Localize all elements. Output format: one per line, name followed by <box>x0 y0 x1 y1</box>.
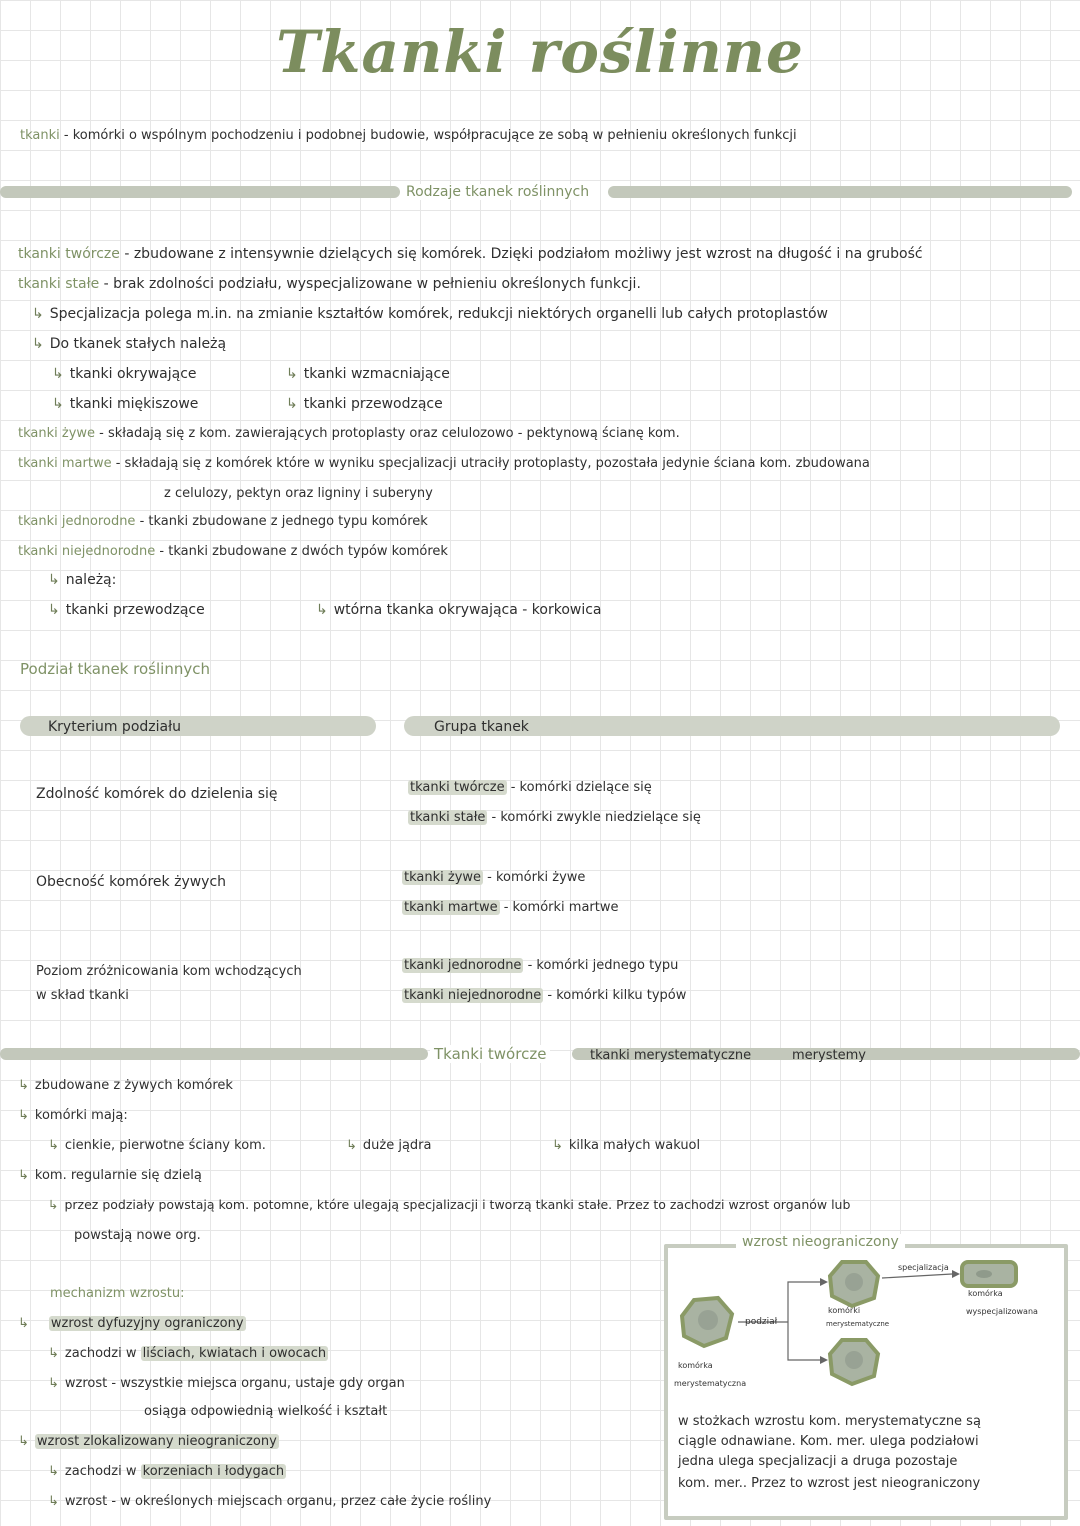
okrywajace-text: tkanki okrywające <box>69 366 197 382</box>
cell-division-diagram <box>668 1256 1056 1406</box>
arrow-icon: ↳ <box>18 1316 29 1331</box>
martwe-cont: z celulozy, pektyn oraz ligniny i suberyny <box>164 486 433 501</box>
term-niejednorodne: tkanki niejednorodne <box>18 544 156 559</box>
miekiszowe-text: tkanki miękiszowe <box>69 396 199 412</box>
dyf-1 <box>48 1346 328 1361</box>
arrow-icon: ↳ <box>32 336 44 352</box>
mechanizm-label: mechanizm wzrostu: <box>50 1286 185 1301</box>
arrow-icon: ↳ <box>286 366 298 382</box>
zlok-2 <box>48 1494 491 1509</box>
tw-l1-text: zbudowane z żywych komórek <box>34 1078 233 1093</box>
tw-l3a-text: cienkie, pierwotne ściany kom. <box>64 1138 266 1153</box>
dyf-2 <box>48 1376 405 1391</box>
dyf-3: osiąga odpowiednią wielkość i kształt <box>144 1404 388 1419</box>
specjalizacja-label: specjalizacja <box>898 1263 949 1272</box>
cell-spec-label-2: wyspecjalizowana <box>966 1307 1038 1316</box>
dyf-label: wzrost dyfuzyjny ograniczony <box>50 1316 244 1331</box>
arrow-icon: ↳ <box>18 1168 29 1183</box>
alt-name-1: tkanki merystematyczne <box>590 1048 752 1063</box>
group-3b <box>402 988 686 1003</box>
arrow-icon: ↳ <box>48 1376 59 1391</box>
dyf-line <box>18 1316 246 1331</box>
nucleus-icon <box>845 1351 863 1369</box>
tw-l4-text: kom. regularnie się dzielą <box>34 1168 202 1183</box>
col1-header: Kryterium podziału <box>48 719 181 735</box>
diagram-note-1: w stożkach wzrostu kom. merystematyczne są <box>678 1414 981 1429</box>
przewodzace-text: tkanki przewodzące <box>303 396 443 412</box>
nucleus-icon <box>976 1270 992 1278</box>
cell-mid-label-1: komórki <box>828 1306 861 1315</box>
arrow-icon: ↳ <box>346 1138 357 1153</box>
text-tworcze: - zbudowane z intensywnie dzielących się komórek. Dzięki podziałom możliwy jest wzrost na długość i na grubość <box>124 246 923 262</box>
text-niejednorodne: - tkanki zbudowane z dwóch typów komórek <box>159 544 448 559</box>
nj-przewodzace-text: tkanki przewodzące <box>65 602 205 618</box>
group-3a <box>402 958 678 973</box>
arrow-icon: ↳ <box>552 1138 563 1153</box>
arrow-icon: ↳ <box>18 1434 29 1449</box>
term-tworcze: tkanki twórcze <box>18 246 120 262</box>
dyf-1-hl: liściach, kwiatach i owocach <box>142 1346 327 1361</box>
group-1a <box>408 780 652 795</box>
tw-l4 <box>18 1168 202 1183</box>
term-jednorodne: tkanki jednorodne <box>18 514 136 529</box>
cell-spec-label-1: komórka <box>968 1289 1003 1298</box>
group-text: - komórki dzielące się <box>510 780 652 795</box>
group-text: - komórki żywe <box>487 870 586 885</box>
def-tworcze <box>18 246 923 262</box>
arrow-icon: ↳ <box>32 306 44 322</box>
diagram-note-3: jedna ulega specjalizacji a druga pozostaje <box>678 1454 958 1469</box>
cell-mid-label-2: merystematyczne <box>826 1320 890 1328</box>
dyf-1-pre: zachodzi w <box>64 1346 137 1361</box>
section-divider-left <box>0 186 400 198</box>
arrow-icon: ↳ <box>48 1464 59 1479</box>
group-term: tkanki niejednorodne <box>404 988 542 1003</box>
tw-l5 <box>48 1197 850 1212</box>
term-martwe: tkanki martwe <box>18 456 112 471</box>
tw-l3b-text: duże jądra <box>362 1138 432 1153</box>
arrow-icon: ↳ <box>52 366 64 382</box>
group-text: - komórki zwykle niedzielące się <box>491 810 701 825</box>
arrow-icon: ↳ <box>48 572 60 588</box>
arrow-icon: ↳ <box>48 1197 59 1212</box>
arrow-icon: ↳ <box>286 396 298 412</box>
do-tkanek-line <box>32 336 226 352</box>
arrow-icon: ↳ <box>18 1078 29 1093</box>
group-2a <box>402 870 585 885</box>
naleza-line <box>48 572 116 588</box>
def-zywe <box>18 426 680 441</box>
section-divider-left <box>0 1048 428 1060</box>
zlok-1 <box>48 1464 286 1479</box>
group-term: tkanki jednorodne <box>404 958 522 973</box>
zlok-1-hl: korzeniach i łodygach <box>142 1464 285 1479</box>
nucleus-icon <box>845 1273 863 1291</box>
section-header-tworcze: Tkanki twórcze <box>430 1045 550 1063</box>
text-zywe: - składają się z kom. zawierających protoplasty oraz celulozowo - pektynową ścianę kom. <box>99 426 680 441</box>
specjalizacja-line <box>32 306 828 322</box>
zlok-1-pre: zachodzi w <box>64 1464 137 1479</box>
nj-przewodzace <box>48 602 205 618</box>
zlok-line <box>18 1434 279 1449</box>
def-jednorodne <box>18 514 428 529</box>
item-okrywajace <box>52 366 197 382</box>
arrow-icon: ↳ <box>52 396 64 412</box>
term-zywe: tkanki żywe <box>18 426 96 441</box>
item-miekiszowe <box>52 396 198 412</box>
wzmacniajace-text: tkanki wzmacniające <box>303 366 450 382</box>
do-tkanek-text: Do tkanek stałych należą <box>49 336 227 352</box>
nucleus-icon <box>698 1310 718 1330</box>
arrow-icon: ↳ <box>316 602 328 618</box>
tw-l3a <box>48 1138 266 1153</box>
arrow-icon: ↳ <box>18 1108 29 1123</box>
group-term: tkanki żywe <box>404 870 482 885</box>
page-title: Tkanki roślinne <box>276 18 804 86</box>
cell-left-label-1: komórka <box>678 1361 713 1370</box>
criterion-2: Obecność komórek żywych <box>36 874 227 890</box>
division-heading: Podział tkanek roślinnych <box>20 660 210 678</box>
nj-wtorna <box>316 602 602 618</box>
group-term: tkanki stałe <box>410 810 486 825</box>
podzial-label: podział <box>745 1317 778 1327</box>
arrowhead-icon <box>820 1278 828 1286</box>
text-jednorodne: - tkanki zbudowane z jednego typu komórek <box>139 514 428 529</box>
group-text: - komórki martwe <box>503 900 619 915</box>
group-2b <box>402 900 619 915</box>
group-1b <box>408 810 701 825</box>
tw-l6: powstają nowe org. <box>74 1228 201 1243</box>
tw-l3b <box>346 1138 432 1153</box>
criterion-3-cont: w skład tkanki <box>36 988 129 1003</box>
naleza-text: należą: <box>65 572 117 588</box>
dyf-2-text: wzrost - wszystkie miejsca organu, ustaje gdy organ <box>64 1376 405 1391</box>
def-martwe <box>18 456 870 471</box>
diagram-note-2: ciągle odnawiane. Kom. mer. ulega podziałowi <box>678 1434 979 1449</box>
specialization-arrow-icon <box>882 1274 952 1278</box>
arrowhead-icon <box>820 1356 828 1364</box>
criterion-1: Zdolność komórek do dzielenia się <box>36 786 278 802</box>
tw-l3c <box>552 1138 700 1153</box>
diagram-note-4: kom. mer.. Przez to wzrost jest nieograniczony <box>678 1476 981 1491</box>
group-text: - komórki kilku typów <box>547 988 687 1003</box>
tw-l1 <box>18 1078 233 1093</box>
term-stale: tkanki stałe <box>18 276 100 292</box>
diagram-title: wzrost nieograniczony <box>736 1234 905 1250</box>
specjalizacja-text: Specjalizacja polega m.in. na zmianie kształtów komórek, redukcji niektórych organelli lub całych protoplastów <box>49 306 828 322</box>
zlok-label: wzrost zlokalizowany nieograniczony <box>36 1434 277 1449</box>
tw-l3c-text: kilka małych wakuol <box>568 1138 701 1153</box>
group-term: tkanki martwe <box>404 900 498 915</box>
def-stale <box>18 276 641 292</box>
arrowhead-icon <box>952 1270 960 1278</box>
group-text: - komórki jednego typu <box>527 958 679 973</box>
zlok-2-text: wzrost - w określonych miejscach organu, przez całe życie rośliny <box>64 1494 492 1509</box>
definition-line <box>20 128 797 143</box>
definition-text: - komórki o wspólnym pochodzeniu i podobnej budowie, współpracujące ze sobą w pełnieniu określonych funkcji <box>63 128 797 143</box>
criterion-3: Poziom zróżnicowania kom wchodzących <box>36 964 302 979</box>
tw-l5-text: przez podziały powstają kom. potomne, które ulegają specjalizacji i tworzą tkanki stałe. Przez to zachodzi wzrost organów lub <box>64 1197 851 1212</box>
tw-l2-text: komórki mają: <box>34 1108 128 1123</box>
alt-name-2: merystemy <box>792 1048 866 1063</box>
arrow-icon: ↳ <box>48 602 60 618</box>
cell-left-label-2: merystematyczna <box>674 1379 747 1388</box>
text-stale: - brak zdolności podziału, wyspecjalizowane w pełnieniu określonych funkcji. <box>103 276 641 292</box>
nj-wtorna-text: wtórna tkanka okrywająca - korkowica <box>333 602 602 618</box>
section-divider-right <box>608 186 1072 198</box>
arrow-icon: ↳ <box>48 1138 59 1153</box>
text-martwe: - składają się z komórek które w wyniku specjalizacji utraciły protoplasty, pozostała jedynie ściana kom. zbudowana <box>115 456 870 471</box>
def-niejednorodne <box>18 544 448 559</box>
item-przewodzace <box>286 396 443 412</box>
section-header-types: Rodzaje tkanek roślinnych <box>402 184 593 200</box>
group-term: tkanki twórcze <box>410 780 505 795</box>
definition-term: tkanki <box>20 128 60 143</box>
item-wzmacniajace <box>286 366 450 382</box>
col2-header: Grupa tkanek <box>434 719 529 735</box>
tw-l2 <box>18 1108 128 1123</box>
arrow-icon: ↳ <box>48 1494 59 1509</box>
arrow-icon: ↳ <box>48 1346 59 1361</box>
